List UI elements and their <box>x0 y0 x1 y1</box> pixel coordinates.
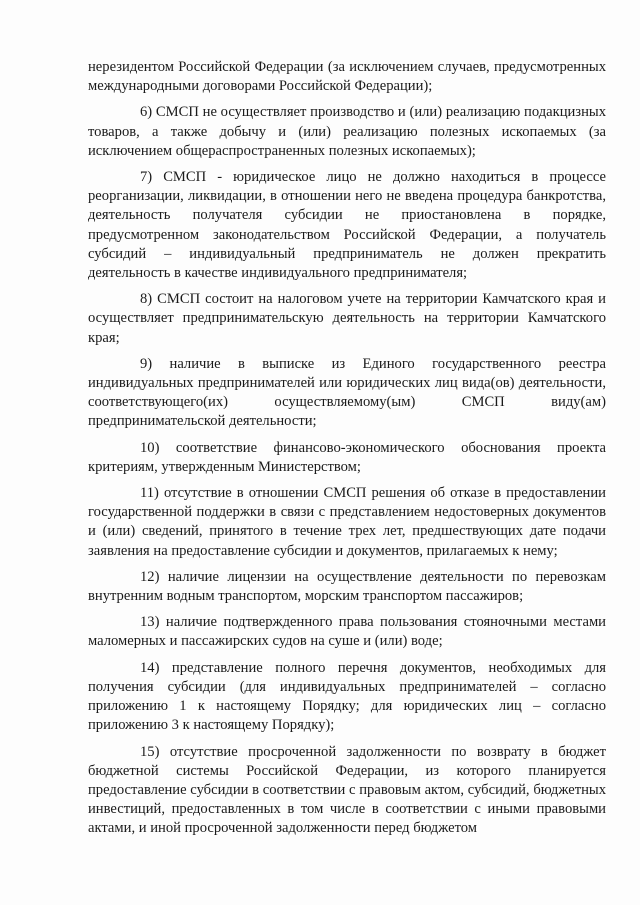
paragraph-gap <box>88 96 606 103</box>
paragraph-gap <box>88 283 606 290</box>
document-body <box>88 58 606 839</box>
paragraph-gap <box>88 736 606 743</box>
paragraph-continuation: нерезидентом Российской Федерации (за исключением случаев, предусмотренных международными договорами Российской Федерации); <box>88 59 606 95</box>
paragraph-gap <box>88 652 606 659</box>
paragraph-item-15: 15) отсутствие просроченной задолженности по возврату в бюджет бюджетной системы Российской Федерации, из которого планируется предоставление субсидии в соответствии с правовым актом, субсидий, бюджетных инвестиций, предоставленных в том числе в соответствии с иными правовыми актами, и иной просроченной задолженности перед бюджетом <box>88 743 606 837</box>
paragraph-item-14: 14) представление полного перечня документов, необходимых для получения субсидии (для индивидуальных предпринимателей – согласно приложению 1 к настоящему Порядку; для юридических лиц – согласно приложению 3 к настоящему Порядку); <box>88 659 606 734</box>
paragraph-gap <box>88 606 606 613</box>
paragraph-item-7: 7) СМСП - юридическое лицо не должно находиться в процессе реорганизации, ликвидации, в отношении него не введена процедура банкротства, деятельность получателя субсидии не приостановлена в порядке, предусмотренном законодательством Российской Федерации, а получатель субсидий – индивидуальный предприниматель не должен прекратить деятельность в качестве индивидуального предпринимателя; <box>88 169 606 282</box>
paragraph-gap <box>88 477 606 484</box>
paragraph-gap <box>88 432 606 439</box>
paragraph-gap <box>88 561 606 568</box>
paragraph-item-9: 9) наличие в выписке из Единого государственного реестра индивидуальных предпринимателей или юридических лиц вида(ов) деятельности, соответствующего(их) осуществляемому(ым) СМСП виду(ам) предпринимательской деятельности; <box>88 355 606 430</box>
paragraph-item-11: 11) отсутствие в отношении СМСП решения об отказе в предоставлении государственной поддержки в связи с представлением недостоверных документов и (или) сведений, принятого в течение трех лет, предшествующих дате подачи заявления на предоставление субсидии и документов, прилагаемых к нему; <box>88 485 606 559</box>
paragraph-gap <box>88 348 606 355</box>
paragraph-item-8: 8) СМСП состоит на налоговом учете на территории Камчатского края и осуществляет предпринимательскую деятельность на территории Камчатского края; <box>88 291 606 346</box>
paragraph-item-12: 12) наличие лицензии на осуществление деятельности по перевозкам внутренним водным транспортом, морским транспортом пассажиров; <box>88 568 606 605</box>
paragraph-item-10: 10) соответствие финансово-экономического обоснования проекта критериям, утвержденным Министерством; <box>88 439 606 475</box>
paragraph-item-6: 6) СМСП не осуществляет производство и (или) реализацию подакцизных товаров, а также добычу и (или) реализацию полезных ископаемых (за исключением общераспространенных полезных ископаемых); <box>88 104 606 159</box>
paragraph-gap <box>88 161 606 168</box>
paragraph-item-13: 13) наличие подтвержденного права пользования стояночными местами маломерных и пассажирских судов на суше и (или) воде; <box>88 614 606 650</box>
